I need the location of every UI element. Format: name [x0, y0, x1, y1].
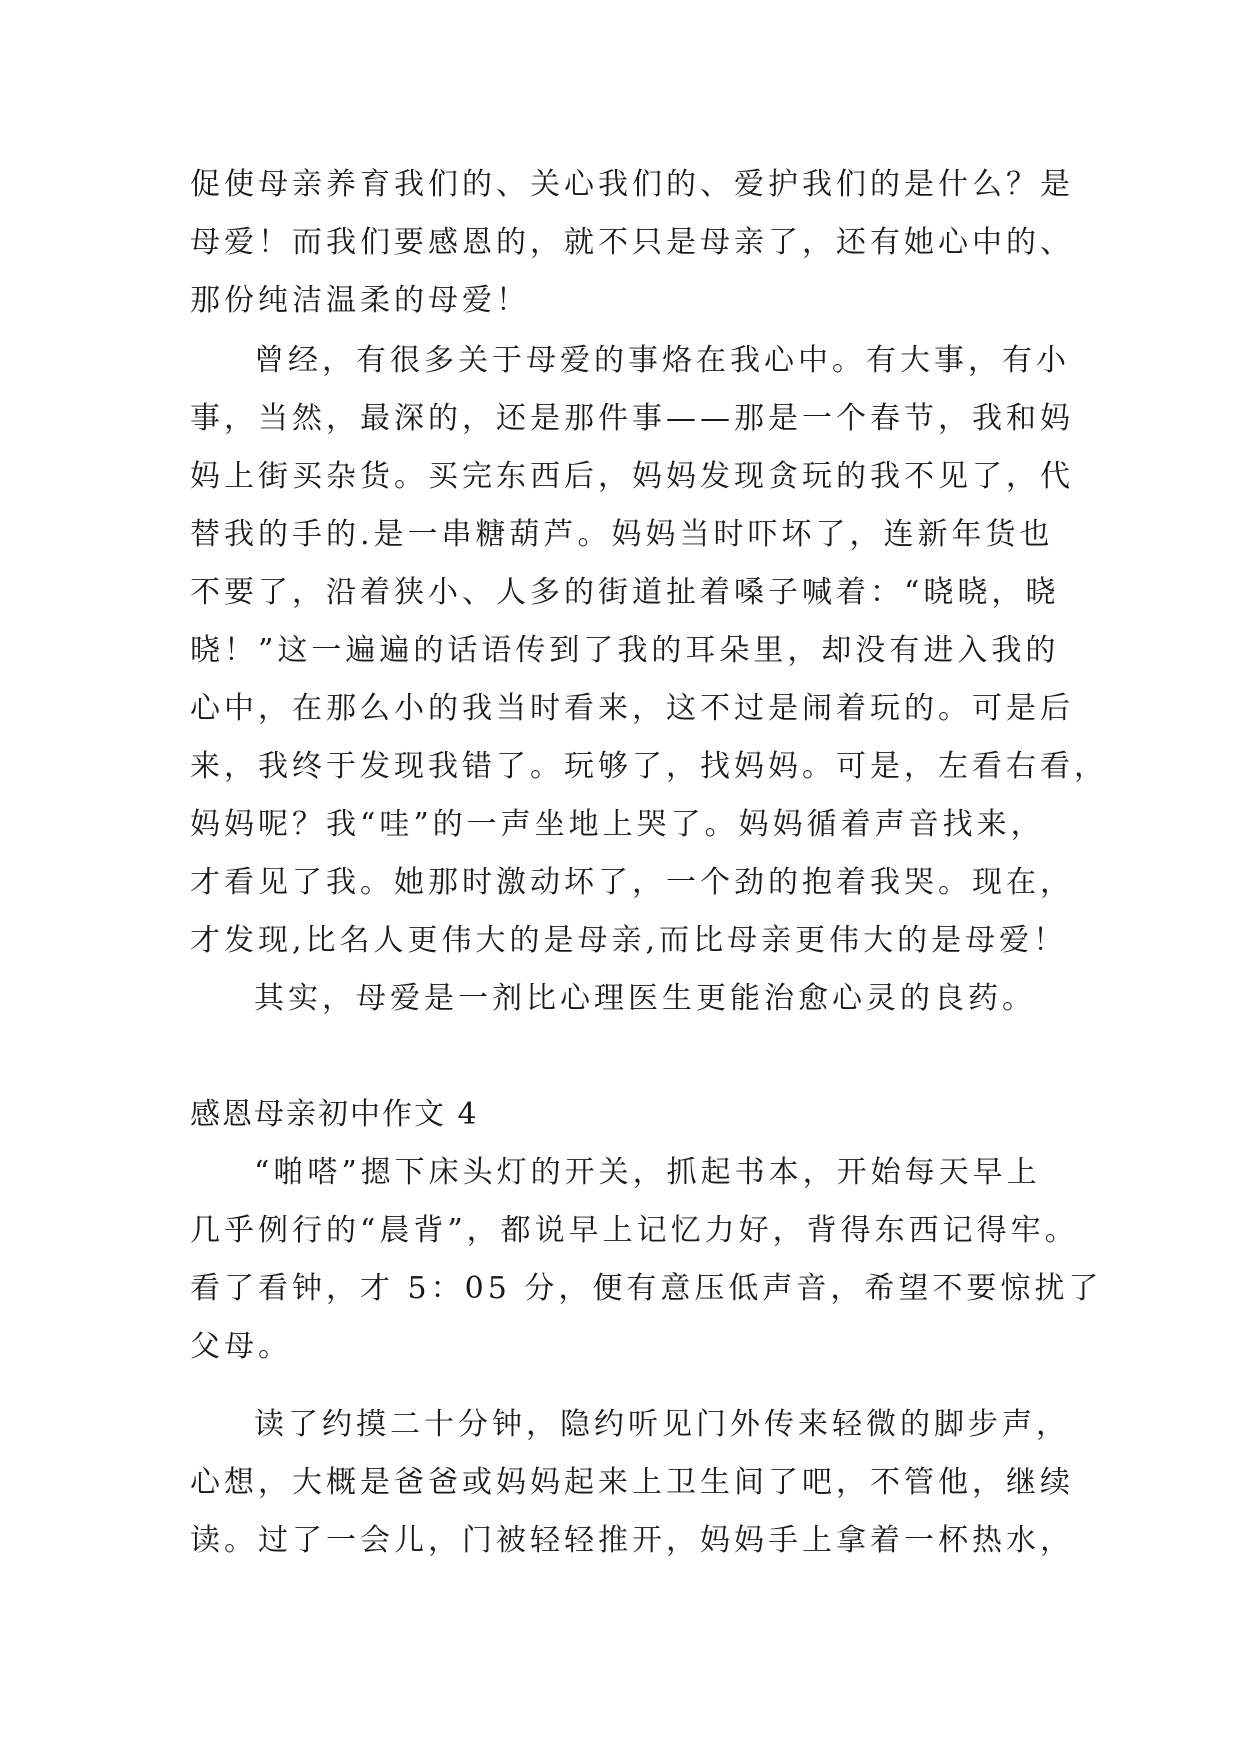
paragraph-line: 妈上街买杂货。买完东西后，妈妈发现贪玩的我不见了，代: [190, 459, 1074, 494]
paragraph-line: 心中，在那么小的我当时看来，这不过是闹着玩的。可是后: [190, 691, 1074, 726]
paragraph-line: 促使母亲养育我们的、关心我们的、爱护我们的是什么？是: [190, 167, 1074, 202]
paragraph-line: 来，我终于发现我错了。玩够了，找妈妈。可是，左看右看，: [190, 749, 1108, 784]
paragraph-line: 心想，大概是爸爸或妈妈起来上卫生间了吧，不管他，继续: [190, 1465, 1074, 1500]
paragraph-line: 才看见了我。她那时激动坏了，一个劲的抱着我哭。现在，: [190, 865, 1074, 900]
paragraph-line: 那份纯洁温柔的母爱！: [190, 283, 530, 318]
paragraph-line: 事，当然，最深的，还是那件事——那是一个春节，我和妈: [190, 401, 1074, 436]
paragraph-line: 母爱！而我们要感恩的，就不只是母亲了，还有她心中的、: [190, 225, 1074, 260]
paragraph-line: 才发现,比名人更伟大的是母亲,而比母亲更伟大的是母爱！: [190, 923, 1068, 958]
paragraph-line: 读。过了一会儿，门被轻轻推开，妈妈手上拿着一杯热水，: [190, 1523, 1074, 1558]
paragraph-line: 妈妈呢？我“哇”的一声坐地上哭了。妈妈循着声音找来，: [190, 807, 1045, 842]
section-heading: 感恩母亲初中作文 4: [190, 1097, 479, 1132]
paragraph-line: 曾经，有很多关于母爱的事烙在我心中。有大事，有小: [254, 343, 1070, 378]
paragraph-line: “啪嗒”摁下床头灯的开关，抓起书本，开始每天早上: [254, 1155, 1041, 1190]
paragraph-line: 读了约摸二十分钟，隐约听见门外传来轻微的脚步声，: [254, 1407, 1070, 1442]
paragraph-line: 看了看钟，才 5：05 分，便有意压低声音，希望不要惊扰了: [190, 1271, 1103, 1306]
paragraph-line: 替我的手的.是一串糖葫芦。妈妈当时吓坏了，连新年货也: [190, 517, 1054, 552]
paragraph-line: 晓！”这一遍遍的话语传到了我的耳朵里，却没有进入我的: [190, 633, 1060, 668]
paragraph-line: 其实，母爱是一剂比心理医生更能治愈心灵的良药。: [254, 981, 1036, 1016]
paragraph-line: 不要了，沿着狭小、人多的街道扯着嗓子喊着：“晓晓，晓: [190, 575, 1060, 610]
paragraph-line: 父母。: [190, 1329, 292, 1364]
paragraph-line: 几乎例行的“晨背”，都说早上记忆力好，背得东西记得牢。: [190, 1213, 1079, 1248]
